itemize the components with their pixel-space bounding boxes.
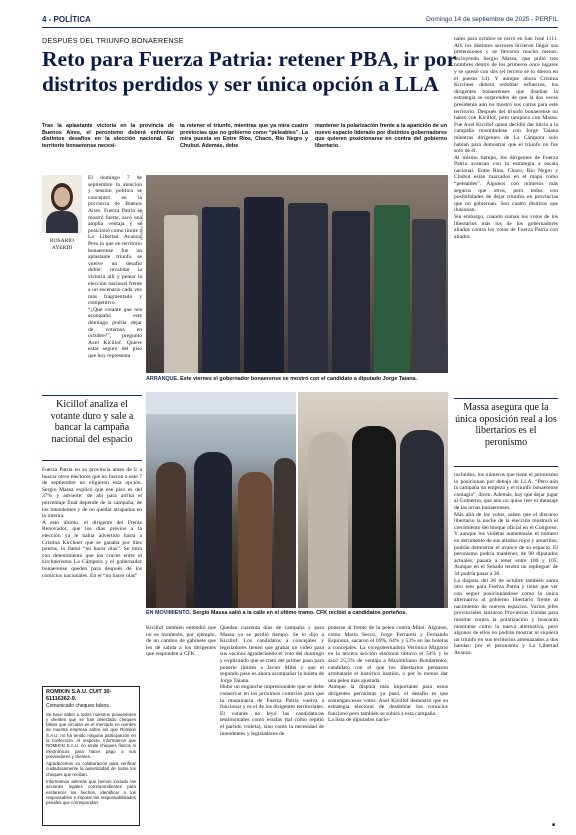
header-rule	[42, 27, 558, 28]
notice-paragraph-1: Se hace saber a todos nuestros proveedores y clientes que se han detectado cheques falsos que circulan en el mercado en nombre de nuestra empresa sobre los que Romikin S.A.U. no ha tenido ninguna participación en la confección. Al respecto, informamos que ROMIKIN S.A.U. no emite cheques físicos ni electrónicos para hacer pago a sus proveedores y clientes.	[46, 711, 136, 759]
body-col5-mid: incluidos, los números que tiene el peronismo lo posicionan por debajo de LLA. “Pero aún la campaña no empezó y el triunfo bonaerense contagia”, dicen. Además, hay que dejar jugar al Gobierno, que aún no quiso leer el mensaje de las urnas bonaerenses. Más allá de los votos, saben que el discurso libertario la noche de la elección mostrará el crecimiento del bloque oficial en el Congreso. Y aunque los violetas aumentarán el número en detrimento de sus aliados rojos y amarillos, podrán demostrar el avance de su espacio. El peronismo podría mantener, de 98 diputados actuales, pasará a tener entre 100 y 105. Aunque en el Senado tendrá un repliegue: de 34 podría pasar a 30. La disputa del 26 de octubre también suma otro reto para Fuerza Patria y tiene que ver con seguir posicionándose como la única alternativa al gobierno libertario frente al nacimiento de nuevos espacios. Varios jefes provinciales lanzaron Provincias Unidas para mostrar contra la polarización y buscarán mostrarse como la nueva alternativa, pero algunos de ellos no podrán mostrar ni siquiera un triunfo en sus territorios amenazados a dos bandas: por el peronismo y La Libertad Avanza.	[454, 472, 558, 657]
author-last-name: AYERDI	[51, 245, 73, 251]
author-first-name: ROSARIO	[49, 238, 75, 244]
date-label: Domingo 14 de septiembre de 2025 - PERFIL	[426, 16, 558, 23]
body-col3-mid: Quedan cuarenta días de campaña y para Massa ya se perdió tiempo. Se lo dijo a Kicillof. Los candidatos a concejales y legisladores tienen que grabar un video para sus vecinos agradeciendo el voto del domingo y explicando que se trató del primer paso para ponerle límites a Javier Milei y que el segundo paso es ahora acompañar la boleta de Jorge Taiana. Hubo un enganche impresionable que se debe conservar en los próximos comicios para que la maquinaria de Fuerza Patria vuelva a funcionar y es el de los dirigentes territoriales. El votante no leyó las candidaturas testimoniales como estafas (tal como repitió el partido violeta), sino como la necesidad de intendentes y legisladores de	[220, 625, 324, 737]
pull-quote-1-rule-bottom	[42, 460, 142, 461]
photo2-caption-text: Sergio Massa salió a la calle en el último tramo. CFK recibió a candidatos porteños.	[192, 610, 407, 616]
notice-subtitle: Comunicado cheques falsos.	[46, 703, 111, 709]
pull-quote-1-rule-top	[42, 395, 142, 396]
photo2-caption	[146, 610, 448, 617]
end-mark: ■	[552, 823, 556, 828]
lede-part-3: mantener la polarización frente a la aparición de un nuevo espacio liderado por distintos gobernadores que quieren posicionarse en contra del gobierno libertario.	[315, 123, 447, 149]
body-col5-top: nales para octubre se cerró en San José 1111. Allí los distintos sectores hicieron llegar sus pretensiones y se llevaron mucho menos. Incluyendo Sergio Massa, que pidió tres nombres dentro de los primeros once lugares y se quedó con dos (el tercero se lo dieron en el puesto 14). Y aunque ahora Cristina Kirchner deberá redoblar esfuerzos, los dirigentes bonaerenses que diseñan la estrategia se sorprenden de que la dos veces presidenta aún no mostró sus cartas para este territorio. Después del triunfo bonaerense no habló con Kicillof, pero tampoco con Massa. Fue Axel Kicillof quien decidió dar inicio a la campaña mostrándose con Jorge Taiana mientras dirigentes de La Cámpora solo hablan para demostrar que el triunfo no fue solo de él. Al mismo tiempo, los dirigentes de Fuerza Patria avanzan con la estrategia a escala nacional. Entre Ríos, Chaco, Río Negro y Chubut están marcados en el mapa como “peleables”. Algunos con números más seguros que otros, pero todos con posibilidades de dejar triunfos en provincias que no gobiernan. Son cuatro distritos que ilusionan. Sin embargo, cuando suman los votos de los libertarios más los de los gobernadores aliados contra los votos de Fuerza Patria con aliados	[454, 36, 558, 240]
pull-quote-2-rule-bottom	[454, 466, 558, 467]
photo1-caption-lead: ARRANQUE.	[146, 376, 179, 382]
lede-part-2: ta retener el triunfo, mientras que ya mira cuatro provincias que no gobierno como “peleables”. La mira puesta en Entre Ríos, Chaco, Río Negro y Chubut. Además, debe	[180, 123, 308, 149]
notice-paragraph-3: Informamos además que hemos iniciado las acciones legales correspondientes para esclarecer los hechos, identificar a los responsables e imputar las responsabilidades penales que correspondan.	[46, 779, 136, 806]
photo-cfk-candidates	[298, 392, 448, 608]
pull-quote-2: Massa asegura que la única oposición real a los libertarios es el peronismo	[455, 402, 557, 448]
body-col4-mid: ponerse al frente de la pelea contra Milei. Algunos, como Mario Secco, Jorge Ferraresi y Fernando Espinoza, sacaron el 69%, 64% y 53% en las boletas a concejales. La vicegobernadora Verónica Magario en la tercera sección electoral obtuvo el 54% y le sacó 25,5% de ventaja a Maximiliano Bondarenko, candidato con el que los libertarios pensaron arrebatarle el histórico bastión, o por lo menos dar una pelea más ajustada. Aunque la disputa más importante para estos dirigentes peronistas ya pasó, el desafío es que sostengan esos votos. Axel Kicillof demostró que su estrategia electoral de desdoblar los comicios funcionó pero también se subirá a esta campaña. La lista de diputados nacio-	[328, 625, 448, 724]
photo-credit: PRENSA KICILLOF	[140, 209, 144, 240]
section-label: 4 - POLÍTICA	[42, 15, 91, 24]
body-col1-top: El domingo 7 de septiembre la atención y tensión política se concentró en la provincia de Buenos Aires. Fuerza Patria se mostró fuerte, sacó una amplia ventaja y se posicionó como límite a La Libertad Avanza. Pero lo que en territorio bonaerense fue un aplastante triunfo se vuelve un desafío doble: revalidar la victoria allí y pelear la elección nacional frente a un escenario cada vez más fragmentado y competitivo. “¿Qué votante que nos acompañó este domingo podría dejar de votarnos en octubre?”, preguntó Axel Kicillof. Quiere estar seguro del piso que hoy representa	[88, 175, 142, 360]
legal-notice	[42, 686, 140, 826]
photo2-caption-lead: EN MOVIMIENTO.	[146, 610, 192, 616]
lede-part-1: Tras la aplastante victoria en la provincia de Buenos Aires, el peronismo deberá enfrentar distintos desafíos en la elección nacional. En territorio bonaerense necesi-	[42, 123, 174, 149]
notice-title: ROMIKIN S.A.U. CUIT 30-61116362-9.	[46, 689, 112, 702]
photo-kicillof-taiana	[146, 175, 448, 373]
body-col1-mid: Fuerza Patria en su provincia antes de ir a buscar otros electores que no fueron o este 7 de septiembre no eligieron esta opción. Sergio Massa explicó que ese piso es del 37% y advierte: de ahí para arriba el porcentaje final depende de la campaña, de los intendentes y de no quedar atrapados en la interna. A esto último, el dirigente del Frente Renovador, que los días previos a la elección ya le había advertido hasta a Cristina Kirchner que se ganaba por diez puntos, lo llamó “no hacer olas”. Se mira con detenimiento que los cruces entre el kirchnerismo La Cámpora y el gobernador bonaerense queden para después de los comicios nacionales. En el “no hacer olas”	[42, 467, 142, 579]
body-col2-mid: Kicillof también entendió que no es momento, por ejemplo, de un cambio de gabinete que les dé salida a los dirigentes que responden a CFK.	[146, 625, 216, 658]
author-name	[42, 238, 82, 252]
photo1-caption	[146, 376, 448, 383]
headline: Reto para Fuerza Patria: retener PBA, ir por distritos perdidos y ser única opción a LLA	[42, 47, 456, 96]
notice-paragraph-2: Agradecemos su colaboración para verificar cuidadosamente la autenticidad de todos los cheques que reciban.	[46, 761, 136, 777]
pull-quote-1: Kicillof analiza el votante duro y sale a bancar la campaña nacional del espacio	[50, 399, 134, 445]
photo1-caption-text: Este viernes el gobernador bonaerense se mostró con el candidato a diputado Jorge Taiana.	[180, 376, 418, 382]
kicker: DESPUÉS DEL TRIUNFO BONAERENSE	[42, 36, 184, 45]
pull-quote-2-rule-top	[454, 398, 558, 399]
photo-massa-street	[146, 392, 296, 608]
author-avatar	[42, 175, 82, 233]
